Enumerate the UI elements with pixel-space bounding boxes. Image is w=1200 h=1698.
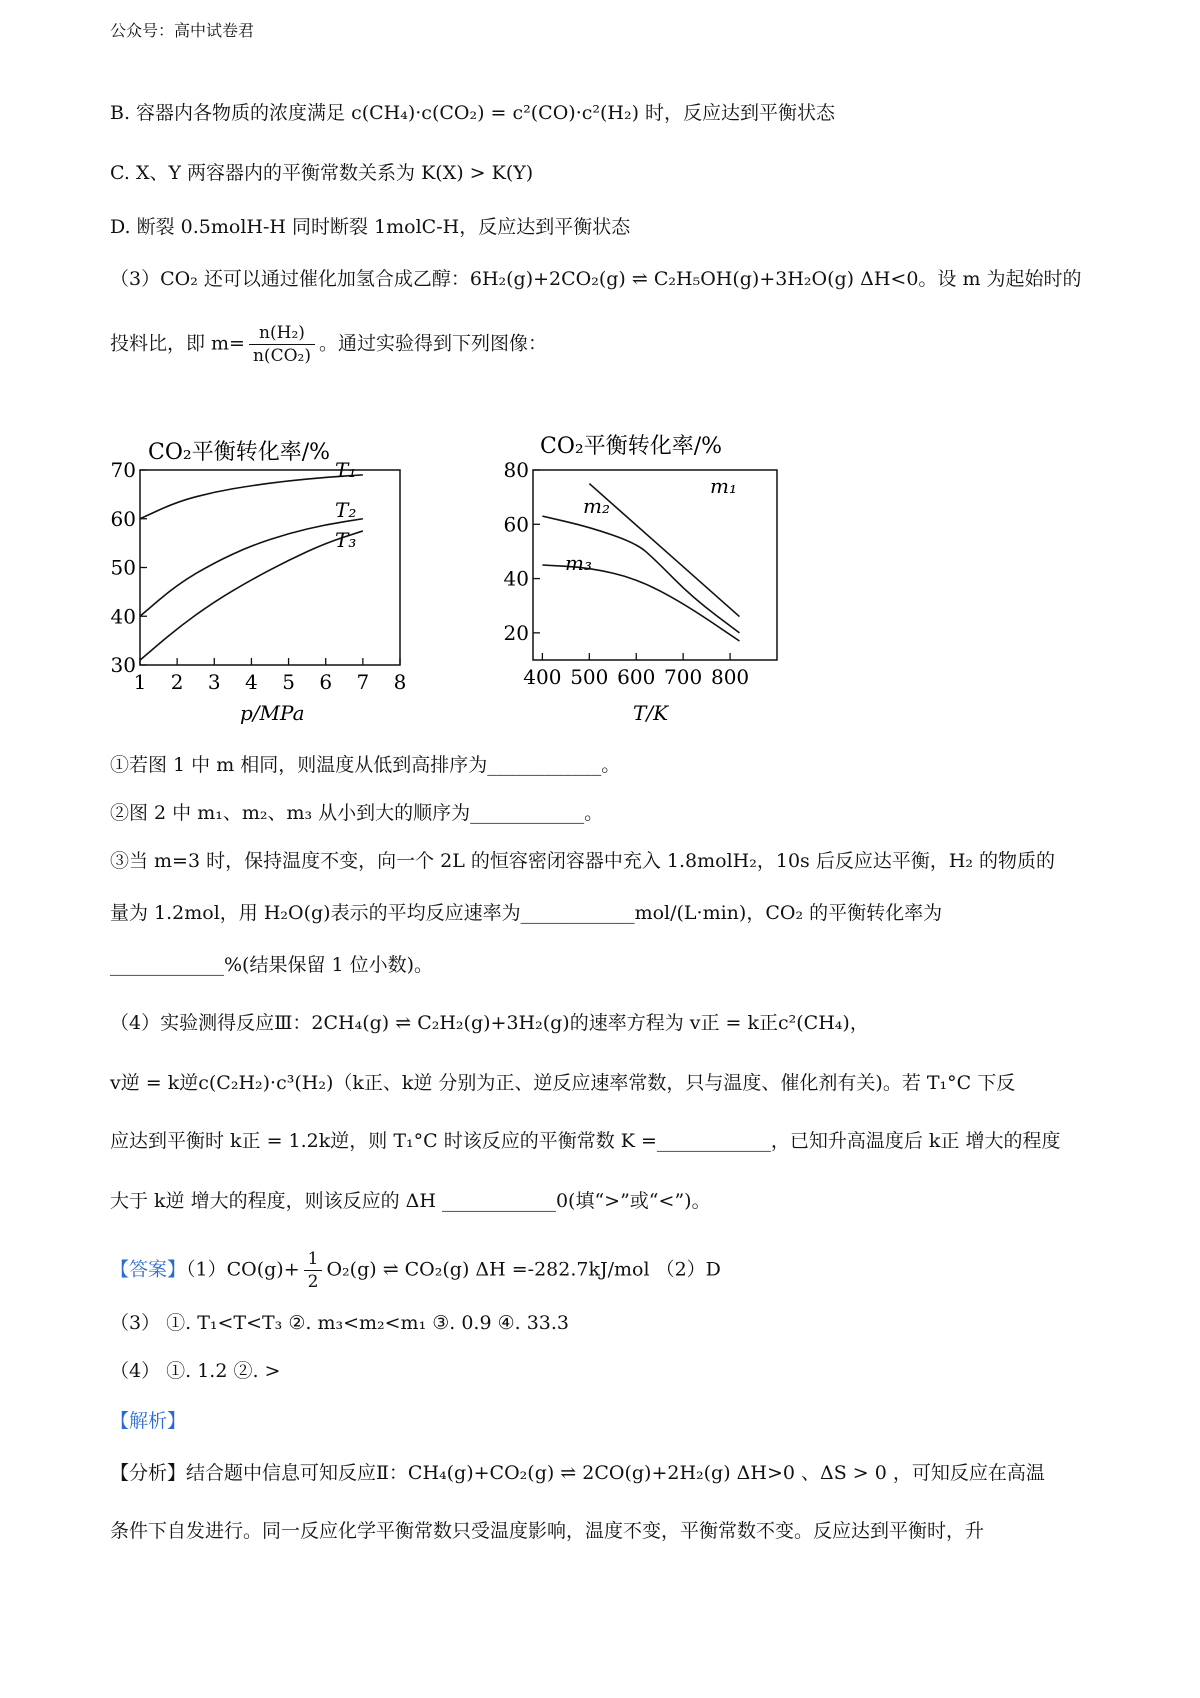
ratio-fraction	[249, 322, 315, 367]
analysis-line1: 【分析】结合题中信息可知反应Ⅱ：CH₄(g)+CO₂(g) ⇌ 2CO(g)+2H₂(g) ΔH>0 、ΔS > 0 ，可知反应在高温	[110, 1462, 1045, 1484]
chart2-xlabel: T/K	[633, 701, 669, 725]
question-3-line2	[110, 322, 547, 367]
c2-series-label: m₃	[565, 551, 592, 575]
c1-series-line	[140, 531, 363, 660]
question-4-line4: 大于 k逆 增大的程度，则该反应的 ΔH ____________0(填“>”或“<”)。	[110, 1190, 711, 1212]
c2-series-line	[542, 565, 739, 641]
c1-series-label: T₁	[335, 458, 357, 482]
c2-series-line	[589, 484, 739, 617]
ratio-suffix: 。通过实验得到下列图像：	[318, 332, 547, 355]
c1-xtick-label: 3	[207, 670, 221, 694]
page-header: 公众号：高中试卷君	[110, 21, 255, 40]
c2-ytick-label: 20	[503, 620, 529, 645]
half-numerator: 1	[304, 1248, 323, 1271]
analysis-line2: 条件下自发进行。同一反应化学平衡常数只受温度影响，温度不变，平衡常数不变。反应达到平衡时，升	[110, 1520, 985, 1542]
c2-ytick-label: 40	[503, 566, 529, 591]
c1-ytick-label: 50	[110, 555, 136, 580]
chart2-title: CO₂平衡转化率/%	[540, 434, 723, 459]
sub-3-line1: ③当 m=3 时，保持温度不变，向一个 2L 的恒容密闭容器中充入 1.8molH₂，10s 后反应达平衡，H₂ 的物质的	[110, 850, 1056, 872]
half-denominator: 2	[307, 1272, 319, 1292]
answer-1-suffix: O₂(g) ⇌ CO₂(g) ΔH =-282.7kJ/mol （2）D	[326, 1258, 721, 1281]
c1-xtick-label: 7	[356, 670, 370, 694]
c2-ytick-label: 60	[503, 512, 529, 537]
ratio-numerator: n(H₂)	[249, 322, 315, 345]
chart1-title: CO₂平衡转化率/%	[148, 440, 331, 465]
answer-line4: （4） ①. 1.2 ②. >	[110, 1360, 281, 1382]
chart-pressure	[100, 425, 430, 730]
c1-series-label: T₃	[335, 528, 357, 552]
c1-xtick-label: 6	[319, 670, 333, 694]
answer-1-prefix: （1）CO(g)+	[186, 1258, 300, 1281]
c2-xtick-label: 700	[664, 665, 703, 689]
c2-xtick-label: 800	[710, 665, 750, 689]
c1-ytick-label: 30	[110, 653, 136, 677]
question-4-line2: v逆 = k逆c(C₂H₂)·c³(H₂)（k正、k逆 分别为正、逆反应速率常数，只与温度、催化剂有关)。若 T₁°C 下反	[110, 1072, 1016, 1094]
c1-ytick-label: 40	[110, 604, 136, 629]
c2-xtick-label: 600	[617, 665, 656, 689]
c1-ytick-label: 60	[110, 506, 136, 531]
c1-xtick-label: 8	[393, 670, 407, 694]
option-b: B. 容器内各物质的浓度满足 c(CH₄)·c(CO₂) = c²(CO)·c²(H₂) 时，反应达到平衡状态	[110, 102, 836, 124]
c1-ytick-label: 70	[110, 458, 136, 482]
question-3-line1: （3）CO₂ 还可以通过催化加氢合成乙醇：6H₂(g)+2CO₂(g) ⇌ C₂H₅OH(g)+3H₂O(g) ΔH<0。设 m 为起始时的	[110, 268, 1082, 290]
option-c: C. X、Y 两容器内的平衡常数关系为 K(X) > K(Y)	[110, 162, 534, 184]
analysis-label: 【解析】	[110, 1410, 187, 1432]
answer-line3: （3） ①. T₁<T<T₃ ②. m₃<m₂<m₁ ③. 0.9 ④. 33.3	[110, 1312, 570, 1334]
chart1-frame	[140, 470, 400, 665]
chart-temperature	[495, 425, 795, 730]
question-4-line3: 应达到平衡时 k正 = 1.2k逆，则 T₁°C 时该反应的平衡常数 K =____________，已知升高温度后 k正 增大的程度	[110, 1130, 1061, 1152]
chart1-xlabel: p/MPa	[240, 701, 305, 725]
c1-xtick-label: 2	[170, 670, 184, 694]
c1-xtick-label: 4	[245, 670, 258, 694]
c1-xtick-label: 1	[133, 670, 147, 694]
answer-label: 【答案】	[110, 1258, 187, 1281]
c2-series-label: m₂	[583, 494, 610, 518]
c1-series-label: T₂	[335, 498, 357, 522]
answer-line1	[110, 1248, 721, 1293]
ratio-prefix: 投料比，即 m=	[110, 332, 245, 355]
sub-3-line2: 量为 1.2mol，用 H₂O(g)表示的平均反应速率为____________mol/(L·min)，CO₂ 的平衡转化率为	[110, 902, 943, 924]
c2-xtick-label: 500	[570, 665, 609, 689]
c1-xtick-label: 5	[282, 670, 295, 694]
c2-series-label: m₁	[710, 474, 737, 498]
sub-3-line3: ____________%(结果保留 1 位小数)。	[110, 954, 434, 976]
question-4-line1: （4）实验测得反应Ⅲ：2CH₄(g) ⇌ C₂H₂(g)+3H₂(g)的速率方程为 v正 = k正c²(CH₄)，	[110, 1012, 869, 1034]
sub-1: ①若图 1 中 m 相同，则温度从低到高排序为____________。	[110, 754, 621, 776]
option-d: D. 断裂 0.5molH-H 同时断裂 1molC-H，反应达到平衡状态	[110, 216, 631, 238]
sub-2: ②图 2 中 m₁、m₂、m₃ 从小到大的顺序为____________。	[110, 802, 604, 824]
half-fraction	[304, 1248, 323, 1293]
c2-ytick-label: 80	[503, 458, 529, 482]
c1-series-line	[140, 519, 363, 617]
c2-xtick-label: 400	[523, 665, 562, 689]
c1-series-line	[140, 475, 363, 519]
ratio-denominator: n(CO₂)	[252, 346, 311, 366]
